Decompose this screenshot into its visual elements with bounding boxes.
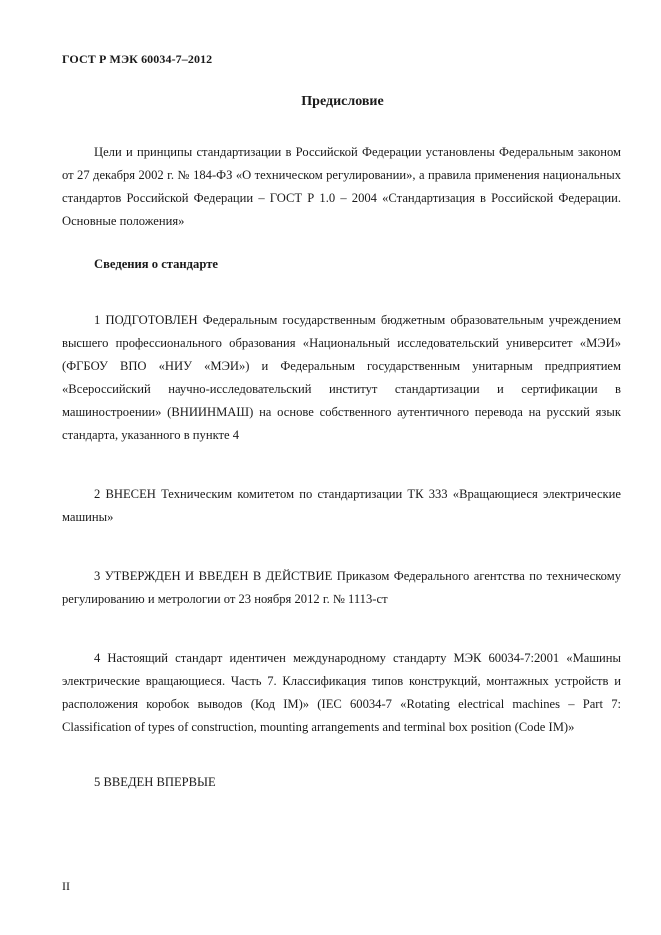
document-code-header: ГОСТ Р МЭК 60034-7–2012: [62, 52, 213, 66]
page-title: Предисловие: [301, 94, 384, 109]
item-3-paragraph: 3 УТВЕРЖДЕН И ВВЕДЕН В ДЕЙСТВИЕ Приказом Федерального агентства по техническому регулированию и метрологии от 23 ноября 2012 г. № 1113-ст: [62, 569, 621, 606]
section-subheading: Сведения о стандарте: [94, 257, 218, 271]
item-2-paragraph: 2 ВНЕСЕН Техническим комитетом по стандартизации ТК 333 «Вращающиеся электрические машины»: [62, 487, 621, 524]
item-1-paragraph: 1 ПОДГОТОВЛЕН Федеральным государственным бюджетным образовательным учреждением высшего профессионального образования «Национальный исследовательский университет «МЭИ» (ФГБОУ ВПО «НИУ «МЭИ») и Федеральным государственным унитарным предприятием «Всероссийский научно-исследовательский институт стандартизации и сертификации в машиностроении» (ВНИИНМАШ) на основе собственного аутентичного перевода на русский язык стандарта, указанного в пункте 4: [62, 313, 621, 442]
page-number: II: [62, 879, 70, 893]
item-4-paragraph: 4 Настоящий стандарт идентичен международному стандарту МЭК 60034-7:2001 «Машины электрические вращающиеся. Часть 7. Классификация типов конструкций, монтажных устройств и расположения коробок выводов (Код IM)» (IEC 60034-7 «Rotating electrical machines – Part 7: Classification of types of construction, mounting arrangements and terminal box position (Code IM)»: [62, 651, 621, 734]
item-5-paragraph: 5 ВВЕДЕН ВПЕРВЫЕ: [94, 775, 216, 789]
intro-paragraph: Цели и принципы стандартизации в Российской Федерации установлены Федеральным законом от 27 декабря 2002 г. № 184-ФЗ «О техническом регулировании», а правила применения национальных стандартов Российской Федерации – ГОСТ Р 1.0 – 2004 «Стандартизация в Российской Федерации. Основные положения»: [62, 145, 621, 228]
